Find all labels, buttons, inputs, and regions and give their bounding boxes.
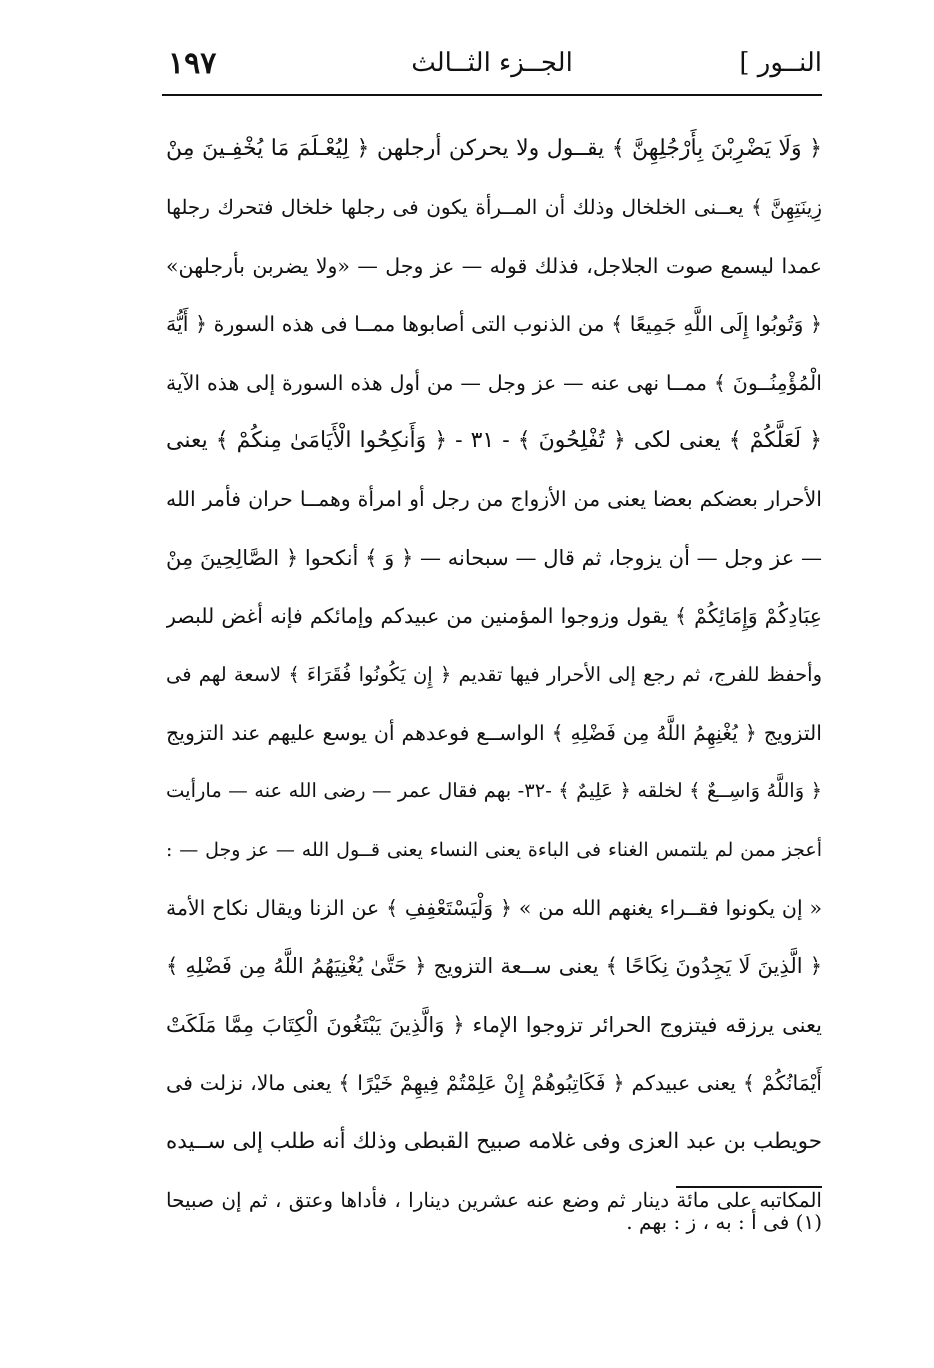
body-text — [166, 120, 822, 1229]
text-line: ﴿ وَاللَّهُ وَاسِــعٌ ﴾ لخلقه ﴿ عَلِيمٌ ﴾ -٣٢- بهم فقال عمر — رضى الله عنه — مارأيت — [166, 779, 822, 803]
text-line: ﴿ وَلَا يَضْرِبْنَ بِأَرْجُلِهِنَّ ﴾ يقــول ولا يحركن أرجلهن ﴿ لِيُعْـلَمَ مَا يُخْفِـينَ مِنْ — [166, 136, 822, 161]
text-line: الأحرار بعضكم بعضا يعنى من الأزواج من رجل أو امرأة وهمــا حران فأمر الله — [166, 487, 822, 512]
text-line: « إن يكونوا فقــراء يغنهم الله من » ﴿ وَلْيَسْتَعْفِفِ ﴾ عن الزنا ويقال نكاح الأمة — [166, 896, 822, 921]
text-line: حويطب بن عبد العزى وفى غلامه صبيح القبطى وذلك أنه طلب إلى ســيده — [166, 1128, 822, 1154]
text-line: ﴿ الَّذِينَ لَا يَجِدُونَ نِكَاحًا ﴾ يعنى ســعة التزويج ﴿ حَتَّىٰ يُغْنِيَهُمُ اللَّهُ مِن فَضْلِهِ ﴾ — [166, 954, 822, 979]
text-line: عِبَادِكُمْ وَإِمَائِكُمْ ﴾ يقول وزوجوا المؤمنين من عبيدكم وإمائكم فإنه أغض للبصر — [166, 604, 822, 629]
text-line: أَيْمَانُكُمْ ﴾ يعنى عبيدكم ﴿ فَكَاتِبُوهُمْ إِنْ عَلِمْتُمْ فِيهِمْ خَيْرًا ﴾ يعنى مالا، نزلت فى — [166, 1071, 822, 1096]
surah-name: النــور ] — [739, 48, 822, 78]
footnote: (١) فى أ : به ، ز : بهم . — [626, 1210, 822, 1234]
header-rule — [162, 94, 822, 96]
text-line: ﴿ لَعَلَّكُمْ ﴾ يعنى لكى ﴿ تُفْلِحُونَ ﴾ - ٣١ - ﴿ وَأَنكِحُوا الْأَيَامَىٰ مِنكُمْ ﴾ يعنى — [166, 427, 822, 453]
text-line: — عز وجل — أن يزوجا، ثم قال — سبحانه — ﴿ وَ ﴾ أنكحوا ﴿ الصَّالِحِينَ مِنْ — [166, 545, 822, 570]
text-line: زِينَتِهِنَّ ﴾ يعــنى الخلخال وذلك أن المــرأة يكون فى رجلها خلخال فتحرك رجلها — [166, 195, 822, 220]
text-line: التزويج ﴿ يُغْنِهِمُ اللَّهُ مِن فَضْلِهِ ﴾ الواســع فوعدهم أن يوسع عليهم عند التزويج — [166, 720, 822, 745]
running-head — [162, 42, 822, 88]
page-number: ١٩٧ — [168, 46, 217, 81]
part-title: الجــزء الثــالث — [411, 48, 573, 78]
text-line: عمدا ليسمع صوت الجلاجل، فذلك قوله — عز وجل — «ولا يضربن بأرجلهن» — [166, 253, 822, 278]
text-line: المكاتبه على مائة دينار ثم وضع عنه عشرين دينارا ، فأداها وعتق ، ثم إن صبيحا — [166, 1188, 822, 1213]
footnote-rule — [676, 1186, 822, 1188]
text-line: يعنى يرزقه فيتزوج الحرائر تزوجوا الإماء ﴿ وَالَّذِينَ يَبْتَغُونَ الْكِتَابَ مِمَّا مَلَكَتْ — [166, 1012, 822, 1037]
text-line: وأحفظ للفرج، ثم رجع إلى الأحرار فيها تقديم ﴿ إِن يَكُونُوا فُقَرَاءَ ﴾ لاسعة لهم فى — [166, 662, 822, 686]
text-line: ﴿ وَتُوبُوا إِلَى اللَّهِ جَمِيعًا ﴾ من الذنوب التى أصابوها ممــا فى هذه السورة ﴿ أَيُّهَ — [166, 312, 822, 337]
text-line: أعجز ممن لم يلتمس الغناء فى الباءة يعنى النساء يعنى قــول الله — عز وجل — : — [166, 838, 822, 861]
text-line: الْمُؤْمِنُــونَ ﴾ ممــا نهى عنه — عز وجل — من أول هذه السورة إلى هذه الآية — [166, 370, 822, 395]
